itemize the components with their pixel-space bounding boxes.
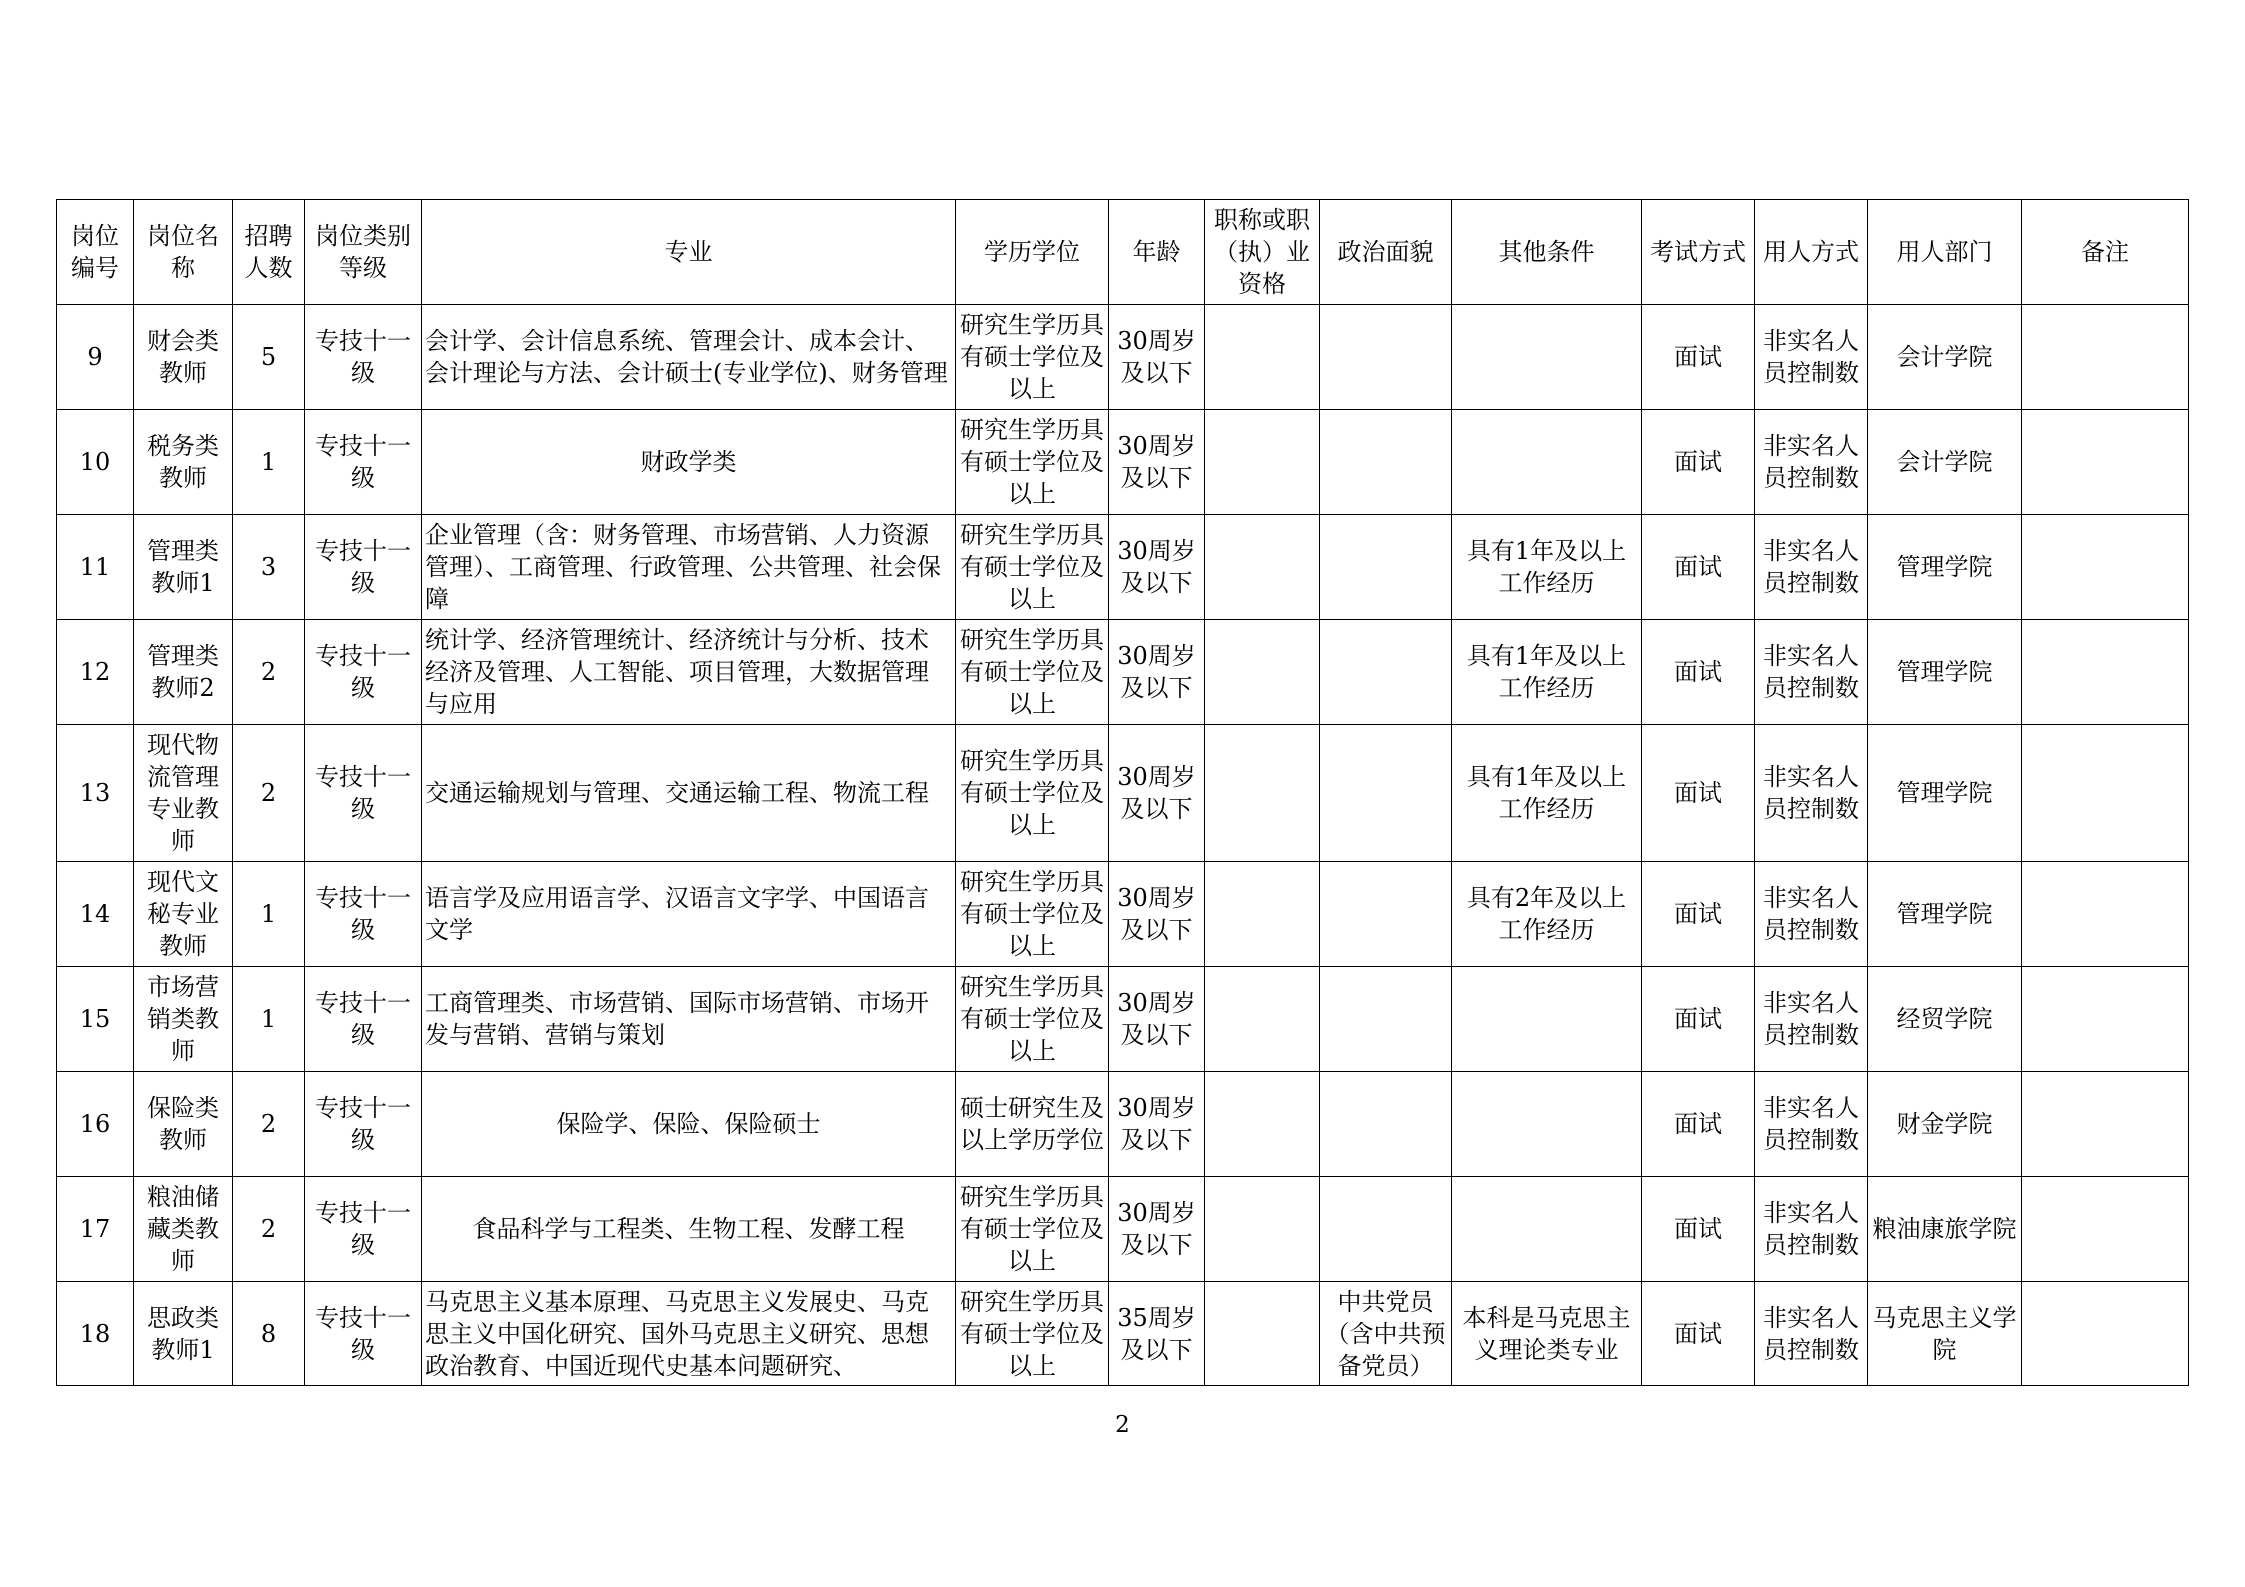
table-cell	[1205, 620, 1320, 725]
table-row	[57, 1282, 2189, 1386]
table-cell	[1205, 1282, 1320, 1386]
table-cell: 16	[57, 1072, 134, 1177]
header-cell: 职称或职（执）业资格	[1205, 200, 1320, 305]
table-cell: 面试	[1642, 725, 1755, 862]
table-cell	[1205, 1177, 1320, 1282]
table-cell: 专技十一级	[305, 1282, 422, 1386]
table-row	[57, 515, 2189, 620]
header-cell: 岗位类别等级	[305, 200, 422, 305]
table-cell: 管理类教师2	[134, 620, 233, 725]
table-cell	[2022, 725, 2189, 862]
table-cell	[1320, 862, 1452, 967]
table-cell: 非实名人员控制数	[1755, 1177, 1868, 1282]
table-cell: 统计学、经济管理统计、经济统计与分析、技术经济及管理、人工智能、项目管理，大数据管理与应用	[422, 620, 956, 725]
table-cell	[1320, 967, 1452, 1072]
table-cell: 3	[233, 515, 305, 620]
table-cell: 8	[233, 1282, 305, 1386]
table-cell: 1	[233, 410, 305, 515]
table-cell: 面试	[1642, 1282, 1755, 1386]
table-cell: 管理学院	[1868, 725, 2022, 862]
table-cell: 研究生学历具有硕士学位及以上	[956, 862, 1109, 967]
table-cell	[1205, 515, 1320, 620]
table-cell: 非实名人员控制数	[1755, 515, 1868, 620]
table-cell	[2022, 515, 2189, 620]
table-cell	[1452, 967, 1642, 1072]
table-cell	[1205, 967, 1320, 1072]
table-cell	[1320, 410, 1452, 515]
table-cell: 5	[233, 305, 305, 410]
table-cell: 14	[57, 862, 134, 967]
table-cell: 9	[57, 305, 134, 410]
table-cell: 18	[57, 1282, 134, 1386]
table-cell	[2022, 967, 2189, 1072]
table-cell	[1205, 862, 1320, 967]
table-cell	[2022, 1177, 2189, 1282]
table-row	[57, 305, 2189, 410]
table-cell: 专技十一级	[305, 515, 422, 620]
table-cell	[1320, 1177, 1452, 1282]
table-cell: 非实名人员控制数	[1755, 1072, 1868, 1177]
table-cell	[1320, 305, 1452, 410]
table-row	[57, 725, 2189, 862]
table-cell: 30周岁及以下	[1109, 1177, 1205, 1282]
table-cell: 思政类教师1	[134, 1282, 233, 1386]
table-cell: 具有1年及以上工作经历	[1452, 515, 1642, 620]
header-cell: 岗位编号	[57, 200, 134, 305]
table-cell: 面试	[1642, 305, 1755, 410]
table-cell: 非实名人员控制数	[1755, 1282, 1868, 1386]
table-cell: 研究生学历具有硕士学位及以上	[956, 967, 1109, 1072]
table-cell: 非实名人员控制数	[1755, 725, 1868, 862]
table-cell	[1205, 410, 1320, 515]
table-cell: 30周岁及以下	[1109, 862, 1205, 967]
table-row	[57, 620, 2189, 725]
table-cell: 10	[57, 410, 134, 515]
table-cell: 保险学、保险、保险硕士	[422, 1072, 956, 1177]
table-cell: 30周岁及以下	[1109, 1072, 1205, 1177]
table-cell: 2	[233, 1177, 305, 1282]
table-cell: 2	[233, 725, 305, 862]
table-cell: 30周岁及以下	[1109, 305, 1205, 410]
header-cell: 政治面貌	[1320, 200, 1452, 305]
table-cell: 财政学类	[422, 410, 956, 515]
table-cell: 30周岁及以下	[1109, 725, 1205, 862]
table-cell: 专技十一级	[305, 410, 422, 515]
table-cell: 具有1年及以上工作经历	[1452, 620, 1642, 725]
table-cell: 管理学院	[1868, 515, 2022, 620]
table-cell	[2022, 620, 2189, 725]
table-cell	[2022, 1282, 2189, 1386]
table-cell: 专技十一级	[305, 862, 422, 967]
table-cell: 面试	[1642, 620, 1755, 725]
table-cell: 面试	[1642, 1072, 1755, 1177]
table-cell: 工商管理类、市场营销、国际市场营销、市场开发与营销、营销与策划	[422, 967, 956, 1072]
table-cell: 非实名人员控制数	[1755, 967, 1868, 1072]
table-cell: 专技十一级	[305, 620, 422, 725]
table-cell: 研究生学历具有硕士学位及以上	[956, 1282, 1109, 1386]
table-cell: 管理类教师1	[134, 515, 233, 620]
table-row	[57, 410, 2189, 515]
table-cell: 面试	[1642, 410, 1755, 515]
table-cell: 非实名人员控制数	[1755, 305, 1868, 410]
table-cell: 财会类教师	[134, 305, 233, 410]
table-cell	[1452, 1072, 1642, 1177]
table-cell: 1	[233, 862, 305, 967]
table-cell: 面试	[1642, 862, 1755, 967]
table-cell: 12	[57, 620, 134, 725]
table-body	[57, 305, 2189, 1386]
table-cell: 马克思主义基本原理、马克思主义发展史、马克思主义中国化研究、国外马克思主义研究、思想政治教育、中国近现代史基本问题研究、	[422, 1282, 956, 1386]
table-cell	[2022, 1072, 2189, 1177]
table-cell: 非实名人员控制数	[1755, 862, 1868, 967]
table-cell: 面试	[1642, 515, 1755, 620]
table-cell: 交通运输规划与管理、交通运输工程、物流工程	[422, 725, 956, 862]
table-cell: 经贸学院	[1868, 967, 2022, 1072]
header-row	[57, 200, 2189, 305]
table-row	[57, 1072, 2189, 1177]
table-cell: 语言学及应用语言学、汉语言文字学、中国语言文学	[422, 862, 956, 967]
table-cell: 专技十一级	[305, 305, 422, 410]
table-cell: 粮油储藏类教师	[134, 1177, 233, 1282]
table-cell: 35周岁及以下	[1109, 1282, 1205, 1386]
table-cell: 2	[233, 620, 305, 725]
table-cell: 管理学院	[1868, 620, 2022, 725]
table-cell: 研究生学历具有硕士学位及以上	[956, 725, 1109, 862]
table-cell	[1452, 410, 1642, 515]
table-cell	[1452, 1177, 1642, 1282]
table-cell: 会计学院	[1868, 410, 2022, 515]
table-cell: 研究生学历具有硕士学位及以上	[956, 305, 1109, 410]
table-cell: 研究生学历具有硕士学位及以上	[956, 1177, 1109, 1282]
table-cell: 管理学院	[1868, 862, 2022, 967]
table-cell: 现代文秘专业教师	[134, 862, 233, 967]
page-number: 2	[1115, 1412, 1130, 1438]
table-cell: 非实名人员控制数	[1755, 410, 1868, 515]
table-cell: 专技十一级	[305, 1072, 422, 1177]
table-cell: 30周岁及以下	[1109, 515, 1205, 620]
table-row	[57, 967, 2189, 1072]
table-cell: 研究生学历具有硕士学位及以上	[956, 515, 1109, 620]
table-row	[57, 862, 2189, 967]
table-cell: 市场营销类教师	[134, 967, 233, 1072]
table-cell	[1320, 620, 1452, 725]
table-cell	[1452, 305, 1642, 410]
header-cell: 备注	[2022, 200, 2189, 305]
table-cell: 专技十一级	[305, 967, 422, 1072]
table-cell: 面试	[1642, 1177, 1755, 1282]
table-cell: 马克思主义学院	[1868, 1282, 2022, 1386]
table-cell	[1205, 1072, 1320, 1177]
table-cell	[1320, 725, 1452, 862]
table-cell: 具有1年及以上工作经历	[1452, 725, 1642, 862]
header-cell: 学历学位	[956, 200, 1109, 305]
table-cell: 税务类教师	[134, 410, 233, 515]
header-cell: 用人部门	[1868, 200, 2022, 305]
table-cell	[2022, 410, 2189, 515]
table-cell: 财金学院	[1868, 1072, 2022, 1177]
table-cell: 13	[57, 725, 134, 862]
table-cell: 非实名人员控制数	[1755, 620, 1868, 725]
table-cell: 现代物流管理专业教师	[134, 725, 233, 862]
header-cell: 用人方式	[1755, 200, 1868, 305]
table-cell: 研究生学历具有硕士学位及以上	[956, 410, 1109, 515]
table-cell: 专技十一级	[305, 725, 422, 862]
table-cell	[2022, 862, 2189, 967]
table-cell: 研究生学历具有硕士学位及以上	[956, 620, 1109, 725]
table-cell: 11	[57, 515, 134, 620]
table-cell: 15	[57, 967, 134, 1072]
table-cell: 本科是马克思主义理论类专业	[1452, 1282, 1642, 1386]
table-cell: 面试	[1642, 967, 1755, 1072]
table-cell: 具有2年及以上工作经历	[1452, 862, 1642, 967]
table-cell: 会计学院	[1868, 305, 2022, 410]
table-cell: 硕士研究生及以上学历学位	[956, 1072, 1109, 1177]
table-cell: 专技十一级	[305, 1177, 422, 1282]
table-cell: 食品科学与工程类、生物工程、发酵工程	[422, 1177, 956, 1282]
table-cell: 会计学、会计信息系统、管理会计、成本会计、会计理论与方法、会计硕士(专业学位)、财务管理	[422, 305, 956, 410]
table-cell: 1	[233, 967, 305, 1072]
table-cell: 30周岁及以下	[1109, 967, 1205, 1072]
table-cell: 保险类教师	[134, 1072, 233, 1177]
table-cell	[1320, 515, 1452, 620]
table-cell	[2022, 305, 2189, 410]
table-cell	[1320, 1072, 1452, 1177]
table-cell	[1205, 725, 1320, 862]
header-cell: 岗位名称	[134, 200, 233, 305]
table-cell: 30周岁及以下	[1109, 620, 1205, 725]
table-cell: 粮油康旅学院	[1868, 1177, 2022, 1282]
table-row	[57, 1177, 2189, 1282]
table-cell: 17	[57, 1177, 134, 1282]
header-cell: 专业	[422, 200, 956, 305]
recruitment-table	[56, 199, 2189, 1386]
header-cell: 其他条件	[1452, 200, 1642, 305]
table-cell: 30周岁及以下	[1109, 410, 1205, 515]
header-cell: 招聘人数	[233, 200, 305, 305]
table-cell: 企业管理（含：财务管理、市场营销、人力资源管理）、工商管理、行政管理、公共管理、社会保障	[422, 515, 956, 620]
header-cell: 考试方式	[1642, 200, 1755, 305]
header-cell: 年龄	[1109, 200, 1205, 305]
table-cell: 中共党员（含中共预备党员）	[1320, 1282, 1452, 1386]
table-cell: 2	[233, 1072, 305, 1177]
table-cell	[1205, 305, 1320, 410]
